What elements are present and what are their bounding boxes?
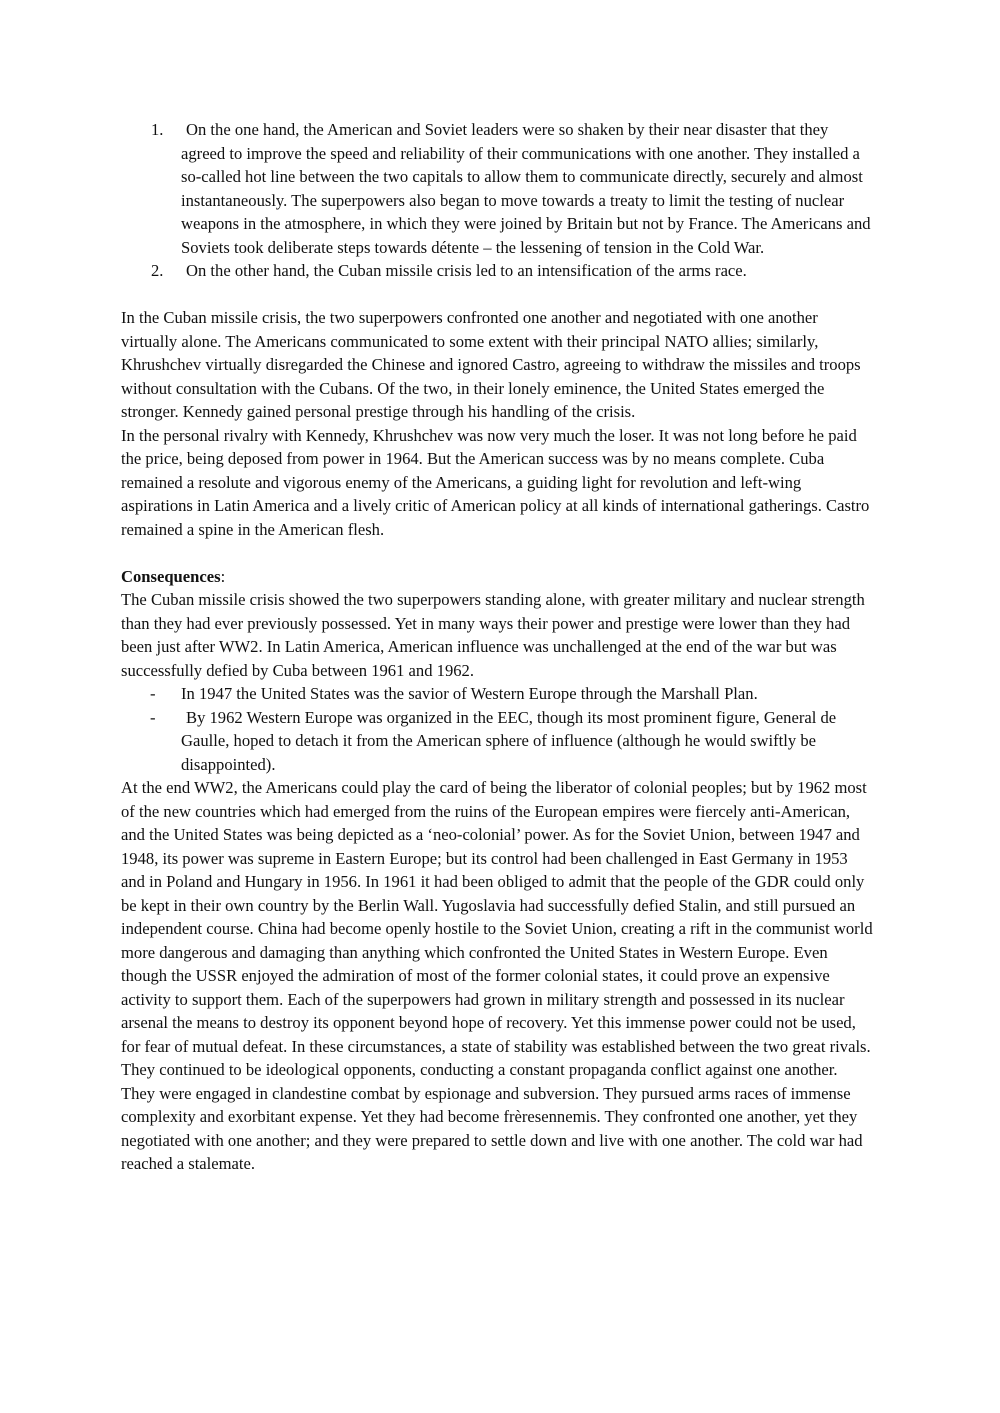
paragraph-negotiation: In the Cuban missile crisis, the two superpowers confronted one another and negotiated with one another virtually alone. The Americans communicated to some extent with their principal NATO allies; similarly, Khrushchev virtually disregarded the Chinese and ignored Castro, agreeing to withdraw the missiles and troops without consultation with the Cubans. Of the two, in their lonely eminence, the United States emerged the stronger. Kennedy gained personal prestige through his handling of the crisis. — [121, 308, 861, 421]
consequences-heading-colon: : — [220, 566, 226, 586]
paragraph-spacer — [121, 283, 873, 307]
list-item-text: By 1962 Western Europe was organized in the EEC, though its most prominent figure, General de Gaulle, hoped to detach it from the American sphere of influence (although he would swiftly be disappointed). — [181, 707, 837, 774]
paragraph-rivalry: In the personal rivalry with Kennedy, Khrushchev was now very much the loser. It was not long before he paid the price, being deposed from power in 1964. But the American success was by no means complete. Cuba remained a resolute and vigorous enemy of the Americans, a guiding light for revolution and left-wing aspirations in Latin America and a lively critic of American policy at all kinds of international gatherings. Castro remained a spine in the American flesh. — [121, 425, 870, 539]
list-item — [121, 682, 873, 706]
dash-list — [121, 682, 873, 776]
list-item-text: On the other hand, the Cuban missile crisis led to an intensification of the arms race. — [186, 261, 747, 280]
paragraph-spacer — [121, 541, 873, 565]
list-item-text: In 1947 the United States was the savior of Western Europe through the Marshall Plan. — [181, 684, 758, 703]
numbered-list — [121, 118, 873, 283]
document-body — [121, 118, 873, 1176]
list-item-text: On the one hand, the American and Soviet leaders were so shaken by their near disaster that they agreed to improve the speed and reliability of their communications with one another. They installed a so-called hot line between the two capitals to allow them to communicate directly, securely and almost instantaneously. The superpowers also began to move towards a treaty to limit the testing of nuclear weapons in the atmosphere, in which they were joined by Britain but not by France. The Americans and Soviets took deliberate steps towards détente – the lessening of tension in the Cold War. — [181, 120, 871, 257]
list-item-dash: - — [150, 684, 156, 703]
paragraph-stalemate: At the end WW2, the Americans could play the card of being the liberator of colonial peoples; but by 1962 most of the new countries which had emerged from the ruins of the European empires were fiercely anti-American, and the United States was being depicted as a ‘neo-colonial’ power. As for the Soviet Union, between 1947 and 1948, its power was supreme in Eastern Europe; but its control had been challenged in East Germany in 1953 and in Poland and Hungary in 1956. In 1961 it had been obliged to admit that the people of the GDR could only be kept in their own country by the Berlin Wall. Yugoslavia had successfully defied Stalin, and still pursued an independent course. China had become openly hostile to the Soviet Union, creating a rift in the communist world more dangerous and damaging than anything which confronted the United States in Western Europe. Even though the USSR enjoyed the admiration of most of the former colonial states, it could prove an expensive activity to support them. Each of the superpowers had grown in military strength and possessed in its nuclear arsenal the means to destroy its opponent beyond hope of recovery. Yet this immense power could not be used, for fear of mutual defeat. In these circumstances, a state of stability was established between the two great rivals. They continued to be ideological opponents, conducting a constant propaganda conflict against one another. They were engaged in clandestine combat by espionage and subversion. They pursued arms races of immense complexity and exorbitant expense. Yet they had become frèresennemis. They confronted one another, yet they negotiated with one another; and they were prepared to settle down and live with one another. The cold war had reached a stalemate. — [121, 778, 873, 1173]
paragraph-consequences: The Cuban missile crisis showed the two superpowers standing alone, with greater military and nuclear strength than they had ever previously possessed. Yet in many ways their power and prestige were lower than they had been just after WW2. In Latin America, American influence was unchallenged at the end of the war but was successfully defied by Cuba between 1961 and 1962. — [121, 590, 865, 680]
list-item-dash: - — [150, 707, 156, 727]
list-item — [121, 706, 873, 777]
consequences-heading-text: Consequences — [121, 566, 221, 586]
list-item-number: 1. — [151, 120, 164, 139]
list-item — [121, 259, 873, 283]
list-item-number: 2. — [151, 261, 164, 280]
consequences-heading — [121, 565, 873, 589]
list-item — [121, 118, 873, 259]
